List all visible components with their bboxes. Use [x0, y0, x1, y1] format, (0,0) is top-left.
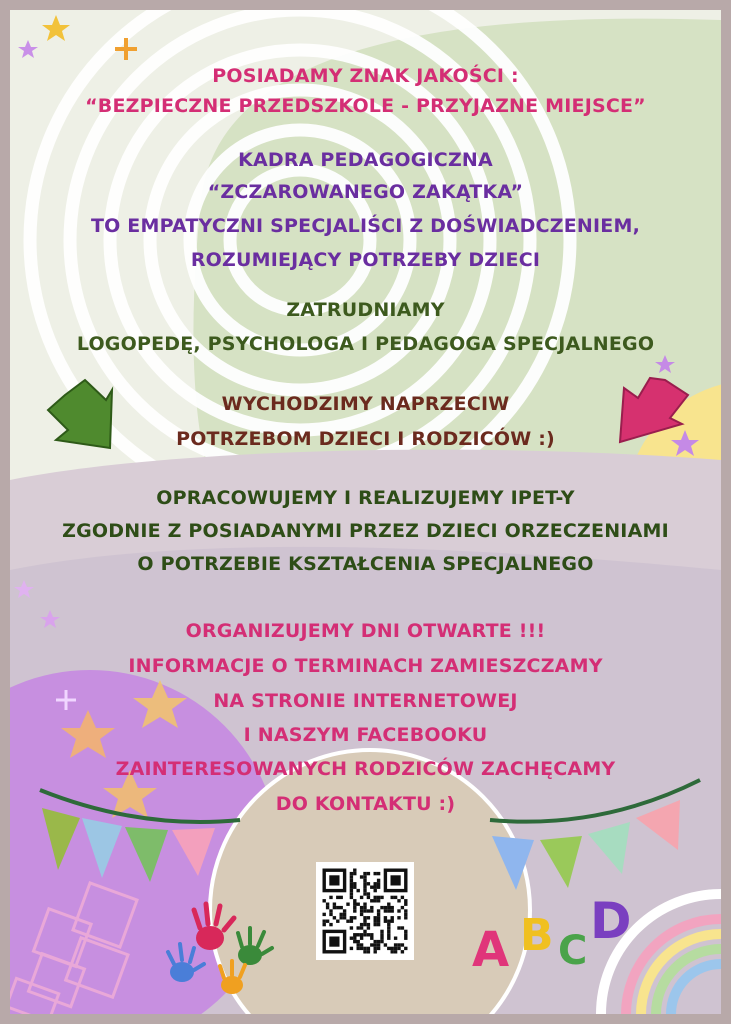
open-days-info-4: ZAINTERESOWANYCH RODZICÓW ZACHĘCAMY [115, 758, 616, 780]
poster [10, 10, 721, 1014]
open-days-info-2: NA STRONIE INTERNETOWEJ [213, 690, 518, 712]
open-days-info-1: INFORMACJE O TERMINACH ZAMIESZCZAMY [128, 655, 603, 677]
hire-heading: ZATRUDNIAMY [286, 299, 445, 321]
abcd-letter-a: A [472, 922, 510, 978]
open-days-contact: DO KONTAKTU :) [275, 793, 456, 815]
staff-heading: KADRA PEDAGOGICZNA [238, 149, 493, 171]
open-days-info-3: I NASZYM FACEBOOKU [243, 724, 488, 746]
quality-title: “BEZPIECZNE PRZEDSZKOLE - PRZYJAZNE MIEJSCE” [85, 95, 646, 117]
staff-name: “ZCZAROWANEGO ZAKĄTKA” [207, 181, 524, 203]
ipet-desc-1: ZGODNIE Z POSIADANYMI PRZEZ DZIECI ORZECZENIAMI [62, 520, 669, 542]
open-days-heading: ORGANIZUJEMY DNI OTWARTE !!! [185, 620, 546, 642]
ipet-desc-2: O POTRZEBIE KSZTAŁCENIA SPECJALNEGO [137, 553, 594, 575]
hire-specialists: LOGOPEDĘ, PSYCHOLOGA I PEDAGOGA SPECJALNEGO [76, 333, 655, 355]
abcd-letter-d: D [590, 892, 632, 950]
staff-desc-2: ROZUMIEJĄCY POTRZEBY DZIECI [190, 249, 541, 271]
abcd-letter-c: C [558, 928, 588, 974]
meet-needs: POTRZEBOM DZIECI I RODZICÓW :) [176, 428, 555, 450]
abcd-letter-b: B [520, 910, 554, 961]
staff-desc-1: TO EMPATYCZNI SPECJALIŚCI Z DOŚWIADCZENIEM, [90, 215, 641, 237]
quality-heading: POSIADAMY ZNAK JAKOŚCI : [212, 65, 519, 87]
qr-code-graphic [316, 862, 414, 960]
meet-heading: WYCHODZIMY NAPRZECIW [221, 393, 510, 415]
ipet-heading: OPRACOWUJEMY I REALIZUJEMY IPET-Y [156, 487, 575, 509]
qr-code-icon[interactable] [316, 862, 414, 960]
